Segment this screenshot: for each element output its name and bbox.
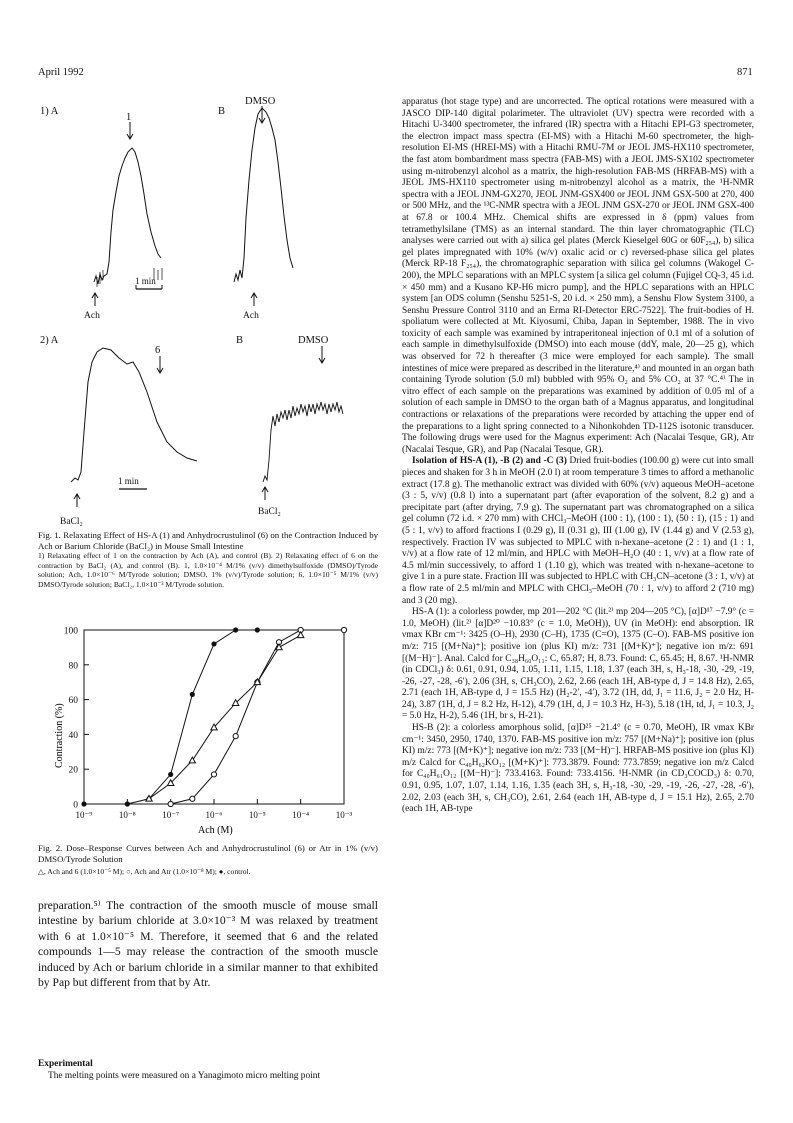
fig1-caption xyxy=(38,530,378,590)
fig2-point-control xyxy=(125,801,130,806)
fig2-ytick-label: 80 xyxy=(68,661,78,672)
experimental-heading: Experimental xyxy=(38,1059,93,1069)
fig2-xtick-label: 10⁻⁸ xyxy=(118,810,136,820)
fig1-panel1-trace-a xyxy=(94,148,161,284)
isolation-text: Dried fruit-bodies (100.00 g) were cut into small pieces and shaken for 3 h in MeOH (2.0 l) at room temperature 3 times to afford a methanolic extract (17.8 g). The methanolic extract was divided with 60% (v/v) aqueous MeOH–acetone (3 : 5, v/v) (0.8 l) into a supernatant part (after evaporation of the solvent, 8.2 g) and a precipitate part (after drying, 7.9 g). The supernatant part was chromatographed on a silica gel column (72 i.d. × 270 mm) with CHCl₃–MeOH (100 : 1), (100 : 1), (50 : 1), (15 : 1) and (5 : 1, v/v) to afford fractions I (0.29 g), II (0.31 g), III (1.00 g), IV (1.44 g) and V (2.53 g), respectively. Fraction IV was subjected to MPLC with n-hexane–acetone (2 : 1) and (1 : 1, v/v) at a flow rate of 12 ml/min, and HPLC with MeOH–H₂O (40 : 1, v/v) at a flow rate of 4.5 ml/min successively, to afford 1 (1.10 g), which was treated with n-hexane–acetone to give 1 in a pure state. Fraction III was subjected to HPLC with CH₃CN–acetone (3 : 1, v/v) at a flow rate of 2.5 ml/min and MPLC with CHCl₃–MeOH (70 : 1, v/v) to afford 2 (710 mg) and 3 (20 mg). xyxy=(402,456,754,606)
fig1-panel1-ach-b: Ach xyxy=(243,311,259,321)
fig1-panel2-bacl2-a: BaCl₂ xyxy=(60,517,83,527)
fig2-xtick-label: 10⁻⁷ xyxy=(162,810,180,820)
fig2-caption-title: Fig. 2. Dose–Response Curves between Ach and Anhydrocrustulinol (6) or Atr in 1% (v/v) DMSO/Tyrode Solution xyxy=(38,843,378,864)
methods-paragraph: apparatus (hot stage type) and are uncorrected. The optical rotations were measured with a JASCO DIP-140 digital polarimeter. The ultraviolet (UV) spectra were recorded with a Hitachi U-3400 spectrometer, the infrared (IR) spectra with a Hitachi EPI-G3 spectrometer, the electron impact mass spectra (EI-MS) with a Hitachi M-60 spectrometer, the high-resolution EI-MS (HREI-MS) with a Hitachi RMU-7M or JEOL JMS-HX110 spectrometer, the fast atom bombardment mass spectra (FAB-MS) with a JEOL JMS-SX102 spectrometer using m-nitrobenzyl alcohol as a matrix, the high-resolution FAB-MS (HRFAB-MS) with a JEOL JMS-HX110 spectrometer using m-nitrobenzyl alcohol as a matrix, the ¹H-NMR spectra with a JEOL JNM-GX270, JEOL JNM-GSX400 or JEOL JNM GSX-500 at 270, 400 or 500 MHz, and the ¹³C-NMR spectra with a JEOL JNM GSX-270 or JEOL JNM GSX-400 at 67.8 or 100.4 MHz. Chemical shifts are expressed in δ (ppm) values from tetramethylsilane (TMS) as an internal standard. The thin layer chromatographic (TLC) analyses were carried out with a) silica gel plates (Merck Kieselgel 60G or 60F₂₅₄), b) silica gel plates impregnated with 10% (w/v) oxalic acid or c) reversed-phase silica gel plates (Merck RP-18 F₂₅₄), the chromatographic separation with silica gel columns (Wakogel C-200), the MPLC separations with an MPLC system [a silica gel column (Fujigel CQ-3, 45 i.d. × 450 mm) and a Kusano KP-H6 micro pump], and the HPLC separations with an HPLC system [an ODS column (Senshu 5251-S, 20 i.d. × 250 mm), a Senshu Flow System 3100, a Senshu Pressure Control 3110 and an Erma RI-Detector ERC-7522]. The fruit-bodies of H. spoliatum were collected at Mt. Kiyosumi, Chiba, Japan in September, 1988. The in vivo toxicity of each sample was examined by intraperitoneal injection of 0.1 ml of a solution of each sample in dimethylsulfoxide (DMSO) into each mouse (ddY, male, 20—25 g), which was observed for 72 h thereafter (3 mice were employed for each sample). The small intestines of mice were prepared as described in the literature,⁴⁾ and mounted in an organ bath containing Tyrode solution (5.0 ml) bubbled with 95% O₂ and 5% CO₂ at 37 °C.⁴⁾ The in vitro effect of each sample on the preparations was examined by addition of 0.05 ml of a solution of each sample in DMSO to the organ bath of a Magnus apparatus, and longitudinal contractions or relaxations of the preparations were recorded by attaching the upper end of the preparations to a light spring connected to a Nihonkohden TD-112S isotonic transducer. The following drugs were used for the Magnus experiment: Ach (Nacalai Tesque, GR), Atr (Nacalai Tesque, GR), and Pap (Nacalai Tesque, GR). xyxy=(402,97,754,455)
fig1-panel1-b-label: B xyxy=(218,106,226,117)
fig2-point-atr xyxy=(341,627,346,632)
fig1-panel1-arrow-label: 1 xyxy=(126,112,132,123)
fig2-ytick-label: 40 xyxy=(68,730,78,741)
page-number: 871 xyxy=(737,67,753,78)
fig2-ytick-label: 20 xyxy=(68,765,78,776)
fig1-panel2-bacl2-b: BaCl₂ xyxy=(258,507,281,517)
fig2-point-atr xyxy=(190,796,195,801)
fig2-point-atr xyxy=(168,801,173,806)
fig2-point-atr xyxy=(211,772,216,777)
fig2-point-control xyxy=(168,772,173,777)
fig2-plot-frame xyxy=(84,630,344,804)
fig2-xtick-label: 10⁻⁵ xyxy=(248,810,266,820)
fig1-panel1-label: 1) A xyxy=(40,106,59,117)
fig1-caption-note: 1) Relaxating effect of 1 on the contraction by Ach (A), and control (B). 2) Relaxating effect of 6 on the contraction by BaCl₂ (A), and control (B). 1, 1.0×10⁻⁴ M/1% (v/v) dimethylsulfoxide (DMSO)/Tyrode solution; Ach, 1.0×10⁻⁶ M/Tyrode solution; DMSO, 1% (v/v)/Tyrode solution; 6, 1.0×10⁻⁵ M/1% (v/v) DMSO/Tyrode solution; BaCl₂, 1.0×10⁻³ M/Tyrode solution. xyxy=(38,551,378,589)
right-column xyxy=(402,97,754,816)
fig2-xtick-label: 10⁻⁹ xyxy=(75,810,93,820)
fig1-panel1-dmso: DMSO xyxy=(245,96,276,107)
running-header-date: April 1992 xyxy=(38,67,84,78)
fig1-panel1-scale: 1 min xyxy=(135,276,156,286)
fig2-point-atr xyxy=(233,734,238,739)
fig1-panel1-ach-a: Ach xyxy=(84,311,100,321)
fig2-point-control xyxy=(233,627,238,632)
experimental-text: The melting points were measured on a Yanagimoto micro melting point xyxy=(48,1071,321,1081)
fig2-point-control xyxy=(211,641,216,646)
fig1-caption-title: Fig. 1. Relaxating Effect of HS-A (1) and Anhydrocrustulinol (6) on the Contraction Induced by Ach or Barium Chloride (BaCl₂) in Mouse Small Intestine xyxy=(38,530,378,551)
fig2-series-line xyxy=(84,630,257,804)
fig2-point-compound6 xyxy=(297,632,303,638)
fig1-panel2-b-label: B xyxy=(236,335,244,346)
figure-2-chart xyxy=(38,618,383,836)
figure-1 xyxy=(38,92,383,527)
fig2-ytick-label: 100 xyxy=(63,626,78,637)
fig2-series-line xyxy=(171,630,344,804)
fig1-panel2-trace-b xyxy=(263,402,343,482)
left-body-paragraph: preparation.⁵⁾ The contraction of the smooth muscle of mouse small intestine by barium chloride at 3.0×10⁻³ M was relaxed by treatment with 6 at 1.0×10⁻⁵ M. Therefore, it seemed that 6 and the related compounds 1—5 may release the contraction of the smooth muscle induced by Ach or barium chloride in a similar manner to that exhibited by Pap but different from that by Atr. xyxy=(38,899,378,990)
isolation-heading: Isolation of HS-A (1), -B (2) and -C (3) xyxy=(412,456,567,467)
fig1-panel2-scale: 1 min xyxy=(118,476,139,486)
fig2-caption xyxy=(38,843,378,877)
fig1-panel1-trace-b xyxy=(234,108,293,282)
fig2-xtick-label: 10⁻³ xyxy=(335,810,353,820)
hs-a-data: HS-A (1): a colorless powder, mp 201—202 °C (lit.²⁾ mp 204—205 °C), [α]D¹⁷ −7.9° (c = 1.0, MeOH) (lit.²⁾ [α]D²⁰ −10.83° (c = 1.0, MeOH)), UV (in MeOH): end absorption. IR νmax KBr cm⁻¹: 3425 (O–H), 2930 (C–H), 1735 (C=O), 1375 (C–O). FAB-MS positive ion m/z: 715 [(M+Na)⁺]; positive ion (plus KI) m/z: 731 [(M+K)⁺]; negative ion m/z: 691 [(M−H)⁻]. Anal. Calcd for C₃₈H₆₀O₁₁: C, 65.87; H, 8.73. Found: C, 65.45; H, 8.67. ¹H-NMR (in CDCl₃) δ: 0.61, 0.91, 0.94, 1.05, 1.11, 1.15, 1.18, 1.37 (each 3H, s, H₃-18, -30, -29, -19, -26, -27, -28, -6′), 2.06 (3H, s, CH₃CO), 2.62, 2.66 (each 1H, AB-type d, J = 14.8 Hz), 2.65, 2.71 (each 1H, AB-type d, J = 15.5 Hz) (H₂-2′, -4′), 3.72 (1H, dd, J₁ = 11.6, J₂ = 2.0 Hz, H-24), 3.87 (1H, d, J = 8.2 Hz, H-12), 4.79 (1H, d, J = 10.3 Hz, H-3), 5.18 (1H, td, J₁ = 10.3, J₂ = 5.0 Hz, H-2), 5.46 (1H, br s, H-21). xyxy=(402,607,754,722)
fig2-caption-note: △, Ach and 6 (1.0×10⁻⁵ M); ○, Ach and Atr (1.0×10⁻⁸ M); ●, control. xyxy=(38,867,251,877)
fig1-panel2-dmso: DMSO xyxy=(298,335,329,346)
fig2-xtick-label: 10⁻⁴ xyxy=(292,810,310,820)
fig2-ylabel: Contraction (%) xyxy=(54,703,65,768)
fig1-panel2-label: 2) A xyxy=(40,335,59,346)
fig2-point-control xyxy=(255,627,260,632)
fig2-ytick-label: 60 xyxy=(68,696,78,707)
fig2-xtick-label: 10⁻⁶ xyxy=(205,810,223,820)
fig2-point-control xyxy=(190,692,195,697)
fig2-ytick-label: 0 xyxy=(73,800,78,811)
fig1-panel2-trace-a xyxy=(71,348,197,482)
hs-b-data: HS-B (2): a colorless amorphous solid, [α]D²⁵ −21.4° (c = 0.70, MeOH), IR νmax KBr cm⁻¹: 3450, 2950, 1740, 1370. FAB-MS positive ion m/z: 757 [(M+Na)⁺]; positive ion (plus KI) m/z: 773 [(M+K)⁺]; negative ion m/z: 733 [(M−H)⁻]. HRFAB-MS positive ion (plus KI) m/z Calcd for C₄₀H₆₂KO₁₂ [(M+K)⁺]: 773.3879. Found: 773.7859; negative ion m/z Calcd for C₄₀H₆₁O₁₂ [(M−H)⁻]: 733.4163. Found: 733.4156. ¹H-NMR (in CD₃COCD₃) δ: 0.70, 0.91, 0.95, 1.07, 1.07, 1.14, 1.16, 1.35 (each 3H, s, H₃-18, -30, -29, -19, -26, -27, -28, -6′), 2.02, 2.03 (each 3H, s, CH₃CO), 2.61, 2.64 (each 1H, AB-type d, J = 15.1 Hz), 2.65, 2.70 (each 1H, AB-type xyxy=(402,723,754,815)
experimental-section xyxy=(38,1058,378,1082)
fig1-panel2-arrow-label: 6 xyxy=(155,345,161,356)
fig2-point-control xyxy=(81,801,86,806)
fig2-xlabel: Ach (M) xyxy=(198,825,233,836)
